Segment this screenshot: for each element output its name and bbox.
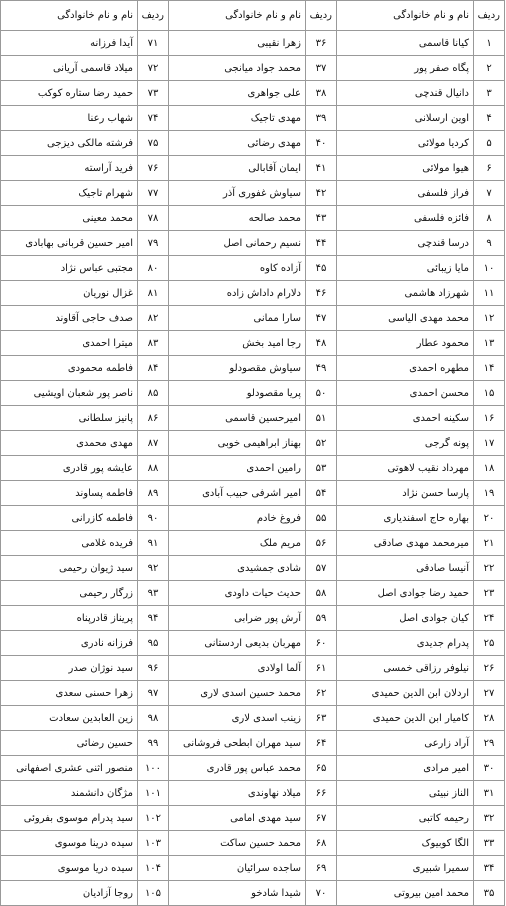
table-row bbox=[1, 31, 505, 56]
person-name: بهناز ابراهیمی خوبی bbox=[169, 431, 306, 456]
table-row bbox=[1, 81, 505, 106]
person-name: سارا ممانی bbox=[169, 306, 306, 331]
row-number: ۵۰ bbox=[306, 381, 337, 406]
row-number: ۵۹ bbox=[306, 606, 337, 631]
row-number: ۲ bbox=[474, 56, 505, 81]
row-number: ۲۱ bbox=[474, 531, 505, 556]
person-name: مهدی محمدی bbox=[1, 431, 138, 456]
row-number: ۹ bbox=[474, 231, 505, 256]
header-row-no: ردیف bbox=[306, 1, 337, 31]
table-row bbox=[1, 831, 505, 856]
person-name: منصور اثنی عشری اصفهانی bbox=[1, 756, 138, 781]
row-number: ۶۷ bbox=[306, 806, 337, 831]
person-name: اردلان ابن الدین حمیدی bbox=[337, 681, 474, 706]
table-row bbox=[1, 756, 505, 781]
person-name: زرگار رحیمی bbox=[1, 581, 138, 606]
person-name: فاطمه پساوند bbox=[1, 481, 138, 506]
person-name: فاطمه محمودی bbox=[1, 356, 138, 381]
row-number: ۴۷ bbox=[306, 306, 337, 331]
table-row bbox=[1, 431, 505, 456]
person-name: الناز نبیئی bbox=[337, 781, 474, 806]
row-number: ۸ bbox=[474, 206, 505, 231]
row-number: ۲۲ bbox=[474, 556, 505, 581]
person-name: هیوا مولائی bbox=[337, 156, 474, 181]
person-name: سیده درینا موسوی bbox=[1, 831, 138, 856]
table-row bbox=[1, 556, 505, 581]
row-number: ۷ bbox=[474, 181, 505, 206]
person-name: محمد معینی bbox=[1, 206, 138, 231]
row-number: ۶۰ bbox=[306, 631, 337, 656]
row-number: ۶ bbox=[474, 156, 505, 181]
table-row bbox=[1, 131, 505, 156]
person-name: شهاب رعنا bbox=[1, 106, 138, 131]
row-number: ۴۲ bbox=[306, 181, 337, 206]
person-name: فروغ خادم bbox=[169, 506, 306, 531]
row-number: ۱۳ bbox=[474, 331, 505, 356]
row-number: ۶۱ bbox=[306, 656, 337, 681]
person-name: فاطمه کازرانی bbox=[1, 506, 138, 531]
person-name: محمود عطار bbox=[337, 331, 474, 356]
person-name: دانیال قندچی bbox=[337, 81, 474, 106]
table-row bbox=[1, 581, 505, 606]
row-number: ۱۰۳ bbox=[138, 831, 169, 856]
row-number: ۳۸ bbox=[306, 81, 337, 106]
person-name: سید پدرام موسوی بفروئی bbox=[1, 806, 138, 831]
person-name: فائزه فلسفی bbox=[337, 206, 474, 231]
person-name: نسیم رحمانی اصل bbox=[169, 231, 306, 256]
row-number: ۴۴ bbox=[306, 231, 337, 256]
person-name: علی جواهری bbox=[169, 81, 306, 106]
row-number: ۷۱ bbox=[138, 31, 169, 56]
row-number: ۶۵ bbox=[306, 756, 337, 781]
person-name: رحیمه کاتبی bbox=[337, 806, 474, 831]
person-name: مهربان بدیعی اردستانی bbox=[169, 631, 306, 656]
row-number: ۷۰ bbox=[306, 881, 337, 906]
person-name: پریناز قادرپناه bbox=[1, 606, 138, 631]
person-name: آلما اولادی bbox=[169, 656, 306, 681]
row-number: ۲۳ bbox=[474, 581, 505, 606]
person-name: کیانا قاسمی bbox=[337, 31, 474, 56]
row-number: ۱۰۰ bbox=[138, 756, 169, 781]
person-name: روجا آزادیان bbox=[1, 881, 138, 906]
table-row bbox=[1, 806, 505, 831]
table-row bbox=[1, 506, 505, 531]
table-row bbox=[1, 256, 505, 281]
row-number: ۷۹ bbox=[138, 231, 169, 256]
row-number: ۳۳ bbox=[474, 831, 505, 856]
row-number: ۴ bbox=[474, 106, 505, 131]
table-row bbox=[1, 331, 505, 356]
person-name: حسین رضائی bbox=[1, 731, 138, 756]
table-row bbox=[1, 881, 505, 906]
row-number: ۳ bbox=[474, 81, 505, 106]
table-row bbox=[1, 231, 505, 256]
person-name: سمیرا شبیری bbox=[337, 856, 474, 881]
header-row-no: ردیف bbox=[138, 1, 169, 31]
row-number: ۲۴ bbox=[474, 606, 505, 631]
row-number: ۱۰۴ bbox=[138, 856, 169, 881]
row-number: ۳۷ bbox=[306, 56, 337, 81]
row-number: ۱۸ bbox=[474, 456, 505, 481]
row-number: ۵۶ bbox=[306, 531, 337, 556]
row-number: ۹۶ bbox=[138, 656, 169, 681]
person-name: صدف حاجی آقاوند bbox=[1, 306, 138, 331]
header-name: نام و نام خانوادگی bbox=[337, 1, 474, 31]
table-row bbox=[1, 681, 505, 706]
person-name: الگا کوبیوک bbox=[337, 831, 474, 856]
row-number: ۳۱ bbox=[474, 781, 505, 806]
row-number: ۸۳ bbox=[138, 331, 169, 356]
row-number: ۹۸ bbox=[138, 706, 169, 731]
row-number: ۹۹ bbox=[138, 731, 169, 756]
row-number: ۵۷ bbox=[306, 556, 337, 581]
person-name: مهرداد نقیب لاهوتی bbox=[337, 456, 474, 481]
row-number: ۱۴ bbox=[474, 356, 505, 381]
person-name: حمید رضا جوادی اصل bbox=[337, 581, 474, 606]
person-name: مژگان دانشمند bbox=[1, 781, 138, 806]
row-number: ۴۳ bbox=[306, 206, 337, 231]
person-name: پانیز سلطانی bbox=[1, 406, 138, 431]
table-row bbox=[1, 606, 505, 631]
person-name: محمد عباس پور قادری bbox=[169, 756, 306, 781]
row-number: ۱۱ bbox=[474, 281, 505, 306]
table-body bbox=[1, 31, 505, 906]
row-number: ۶۲ bbox=[306, 681, 337, 706]
person-name: فرشته مالکی دیزجی bbox=[1, 131, 138, 156]
person-name: آزاده کاوه bbox=[169, 256, 306, 281]
person-name: محمد صالحه bbox=[169, 206, 306, 231]
row-number: ۷۲ bbox=[138, 56, 169, 81]
row-number: ۴۱ bbox=[306, 156, 337, 181]
person-name: میرمحمد مهدی صادقی bbox=[337, 531, 474, 556]
row-number: ۱۵ bbox=[474, 381, 505, 406]
row-number: ۴۸ bbox=[306, 331, 337, 356]
row-number: ۴۵ bbox=[306, 256, 337, 281]
row-number: ۵ bbox=[474, 131, 505, 156]
person-name: مهدی تاجیک bbox=[169, 106, 306, 131]
row-number: ۱ bbox=[474, 31, 505, 56]
row-number: ۲۸ bbox=[474, 706, 505, 731]
person-name: دلارام داداش زاده bbox=[169, 281, 306, 306]
table-row bbox=[1, 181, 505, 206]
row-number: ۶۹ bbox=[306, 856, 337, 881]
row-number: ۳۹ bbox=[306, 106, 337, 131]
person-name: کردیا مولائی bbox=[337, 131, 474, 156]
row-number: ۴۶ bbox=[306, 281, 337, 306]
table-row bbox=[1, 456, 505, 481]
person-name: فرزانه نادری bbox=[1, 631, 138, 656]
row-number: ۸۲ bbox=[138, 306, 169, 331]
row-number: ۷۳ bbox=[138, 81, 169, 106]
table-row bbox=[1, 731, 505, 756]
row-number: ۲۶ bbox=[474, 656, 505, 681]
header-name: نام و نام خانوادگی bbox=[1, 1, 138, 31]
person-name: سیاوش غفوری آذر bbox=[169, 181, 306, 206]
person-name: حمید رضا ستاره کوکب bbox=[1, 81, 138, 106]
row-number: ۹۱ bbox=[138, 531, 169, 556]
person-name: پگاه صفر پور bbox=[337, 56, 474, 81]
row-number: ۵۲ bbox=[306, 431, 337, 456]
person-name: زهرا نقیبی bbox=[169, 31, 306, 56]
row-number: ۹۵ bbox=[138, 631, 169, 656]
table-row bbox=[1, 531, 505, 556]
row-number: ۱۷ bbox=[474, 431, 505, 456]
person-name: سید مهدی امامی bbox=[169, 806, 306, 831]
row-number: ۳۴ bbox=[474, 856, 505, 881]
person-name: محمد جواد میانجی bbox=[169, 56, 306, 81]
row-number: ۴۹ bbox=[306, 356, 337, 381]
table-row bbox=[1, 656, 505, 681]
row-number: ۳۵ bbox=[474, 881, 505, 906]
person-name: امیرحسین قاسمی bbox=[169, 406, 306, 431]
person-name: میلاد قاسمی آریانی bbox=[1, 56, 138, 81]
row-number: ۱۶ bbox=[474, 406, 505, 431]
table-row bbox=[1, 106, 505, 131]
person-name: سیده دریا موسوی bbox=[1, 856, 138, 881]
row-number: ۹۲ bbox=[138, 556, 169, 581]
row-number: ۸۰ bbox=[138, 256, 169, 281]
row-number: ۱۰ bbox=[474, 256, 505, 281]
row-number: ۳۶ bbox=[306, 31, 337, 56]
person-name: میلاد نهاوندی bbox=[169, 781, 306, 806]
table-row bbox=[1, 406, 505, 431]
table-row bbox=[1, 706, 505, 731]
row-number: ۶۸ bbox=[306, 831, 337, 856]
row-number: ۶۴ bbox=[306, 731, 337, 756]
person-name: مریم ملک bbox=[169, 531, 306, 556]
row-number: ۷۸ bbox=[138, 206, 169, 231]
person-name: شهرام تاجیک bbox=[1, 181, 138, 206]
person-name: کامیار ابن الدین حمیدی bbox=[337, 706, 474, 731]
person-name: ایمان آقابالی bbox=[169, 156, 306, 181]
person-name: شهرزاد هاشمی bbox=[337, 281, 474, 306]
person-name: مطهره احمدی bbox=[337, 356, 474, 381]
person-name: مهدی رضائی bbox=[169, 131, 306, 156]
row-number: ۵۴ bbox=[306, 481, 337, 506]
person-name: فرید آراسته bbox=[1, 156, 138, 181]
person-name: پارسا حسن نژاد bbox=[337, 481, 474, 506]
table-row bbox=[1, 281, 505, 306]
person-name: زینب اسدی لاری bbox=[169, 706, 306, 731]
person-name: امیر حسین قربانی بهابادی bbox=[1, 231, 138, 256]
table-row bbox=[1, 781, 505, 806]
row-number: ۲۷ bbox=[474, 681, 505, 706]
person-name: پریا مقصودلو bbox=[169, 381, 306, 406]
row-number: ۲۹ bbox=[474, 731, 505, 756]
person-name: سیاوش مقصودلو bbox=[169, 356, 306, 381]
person-name: میترا احمدی bbox=[1, 331, 138, 356]
person-name: عایشه پور قادری bbox=[1, 456, 138, 481]
row-number: ۴۰ bbox=[306, 131, 337, 156]
row-number: ۹۷ bbox=[138, 681, 169, 706]
person-name: زهرا حسنی سعدی bbox=[1, 681, 138, 706]
person-name: رجا امید بخش bbox=[169, 331, 306, 356]
person-name: درسا قندچی bbox=[337, 231, 474, 256]
person-name: زین العابدین سعادت bbox=[1, 706, 138, 731]
row-number: ۸۸ bbox=[138, 456, 169, 481]
row-number: ۱۹ bbox=[474, 481, 505, 506]
person-name: مایا زیبائی bbox=[337, 256, 474, 281]
row-number: ۷۵ bbox=[138, 131, 169, 156]
person-name: ساجده سرائیان bbox=[169, 856, 306, 881]
row-number: ۹۴ bbox=[138, 606, 169, 631]
row-number: ۱۰۱ bbox=[138, 781, 169, 806]
row-number: ۹۰ bbox=[138, 506, 169, 531]
person-name: غزال نوریان bbox=[1, 281, 138, 306]
person-name: آنیسا صادقی bbox=[337, 556, 474, 581]
person-name: بهاره حاج اسفندیاری bbox=[337, 506, 474, 531]
row-number: ۷۴ bbox=[138, 106, 169, 131]
person-name: محمد امین بیروتی bbox=[337, 881, 474, 906]
table-row bbox=[1, 381, 505, 406]
person-name: حدیث حیات داودی bbox=[169, 581, 306, 606]
person-name: سید مهران ابطحی فروشانی bbox=[169, 731, 306, 756]
person-name: سکینه احمدی bbox=[337, 406, 474, 431]
person-name: محسن احمدی bbox=[337, 381, 474, 406]
table-row bbox=[1, 856, 505, 881]
table-row bbox=[1, 306, 505, 331]
row-number: ۳۲ bbox=[474, 806, 505, 831]
person-name: محمد حسین اسدی لاری bbox=[169, 681, 306, 706]
person-name: آراد زارعی bbox=[337, 731, 474, 756]
row-number: ۱۰۲ bbox=[138, 806, 169, 831]
person-name: سید ژیوان رحیمی bbox=[1, 556, 138, 581]
row-number: ۵۵ bbox=[306, 506, 337, 531]
person-name: شیدا شادخو bbox=[169, 881, 306, 906]
row-number: ۵۳ bbox=[306, 456, 337, 481]
person-name: پدرام جدیدی bbox=[337, 631, 474, 656]
row-number: ۵۱ bbox=[306, 406, 337, 431]
row-number: ۳۰ bbox=[474, 756, 505, 781]
row-number: ۷۷ bbox=[138, 181, 169, 206]
table-row bbox=[1, 631, 505, 656]
person-name: فریده غلامی bbox=[1, 531, 138, 556]
row-number: ۸۹ bbox=[138, 481, 169, 506]
person-name: مجتبی عباس نژاد bbox=[1, 256, 138, 281]
person-name: امیر مرادی bbox=[337, 756, 474, 781]
person-name: پونه گرجی bbox=[337, 431, 474, 456]
row-number: ۹۳ bbox=[138, 581, 169, 606]
header-row bbox=[1, 1, 505, 31]
row-number: ۶۳ bbox=[306, 706, 337, 731]
row-number: ۲۰ bbox=[474, 506, 505, 531]
person-name: اوین ارسلانی bbox=[337, 106, 474, 131]
row-number: ۷۶ bbox=[138, 156, 169, 181]
row-number: ۸۶ bbox=[138, 406, 169, 431]
row-number: ۵۸ bbox=[306, 581, 337, 606]
person-name: نیلوفر رزاقی خمسی bbox=[337, 656, 474, 681]
table-row bbox=[1, 56, 505, 81]
person-name: آیدا فرزانه bbox=[1, 31, 138, 56]
person-name: ناصر پور شعبان اویشیی bbox=[1, 381, 138, 406]
table-row bbox=[1, 481, 505, 506]
row-number: ۱۲ bbox=[474, 306, 505, 331]
table-row bbox=[1, 356, 505, 381]
row-number: ۸۵ bbox=[138, 381, 169, 406]
person-name: آرش پور ضرابی bbox=[169, 606, 306, 631]
person-name: سید نوژان صدر bbox=[1, 656, 138, 681]
person-name: کیان جوادی اصل bbox=[337, 606, 474, 631]
row-number: ۶۶ bbox=[306, 781, 337, 806]
row-number: ۸۱ bbox=[138, 281, 169, 306]
person-name: امیر اشرفی حبیب آبادی bbox=[169, 481, 306, 506]
person-name: رامین احمدی bbox=[169, 456, 306, 481]
row-number: ۲۵ bbox=[474, 631, 505, 656]
header-name: نام و نام خانوادگی bbox=[169, 1, 306, 31]
row-number: ۸۷ bbox=[138, 431, 169, 456]
person-name: شادی جمشیدی bbox=[169, 556, 306, 581]
header-row-no: ردیف bbox=[474, 1, 505, 31]
person-name: فراز فلسفی bbox=[337, 181, 474, 206]
row-number: ۸۴ bbox=[138, 356, 169, 381]
person-name: محمد مهدی الیاسی bbox=[337, 306, 474, 331]
table-row bbox=[1, 156, 505, 181]
table-row bbox=[1, 206, 505, 231]
person-name: محمد حسین ساکت bbox=[169, 831, 306, 856]
row-number: ۱۰۵ bbox=[138, 881, 169, 906]
